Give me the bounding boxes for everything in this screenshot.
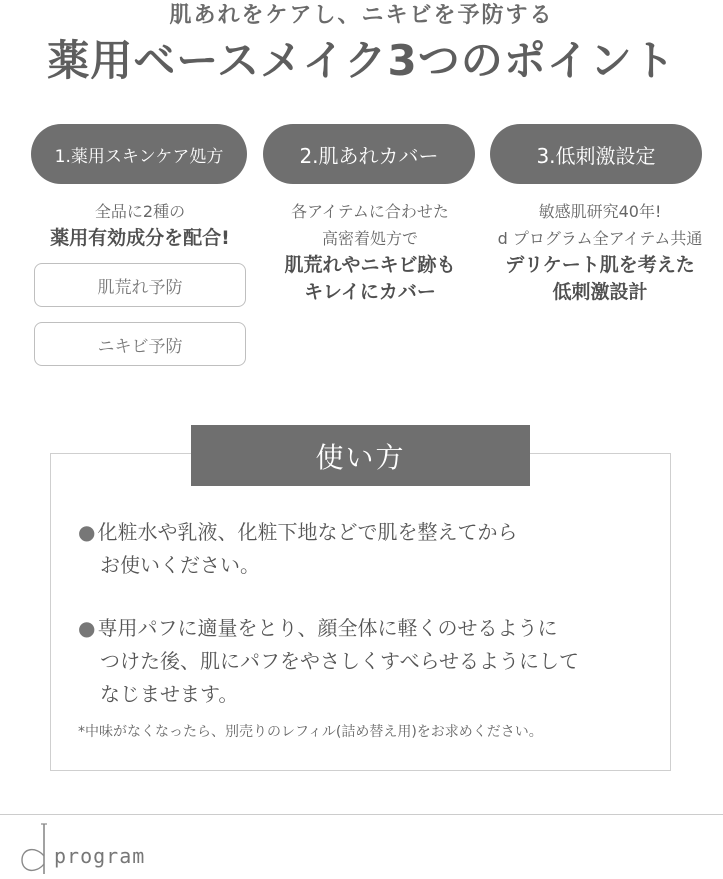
point-3-badge: 3.低刺激設定 <box>490 124 702 184</box>
usage-step-1 <box>78 516 688 582</box>
point-2-line-3: 肌荒れやニキビ跡も <box>284 254 456 276</box>
tag-acne-rough-skin-prevention: 肌荒れ予防 <box>34 263 246 307</box>
point-2-badge: 2.肌あれカバー <box>263 124 475 184</box>
point-3-line-3: デリケート肌を考えた <box>505 254 695 276</box>
point-2-line-1: 各アイテムに合わせた <box>291 202 449 221</box>
point-3-line-1: 敏感肌研究40年! <box>538 202 662 221</box>
point-1-line-1: 全品に2種の <box>94 202 186 221</box>
point-1-description <box>20 198 260 252</box>
usage-title: 使い方 <box>191 425 530 486</box>
logo-text: program <box>54 844 146 868</box>
usage-step-1-line-1: 化粧水や乳液、化粧下地などで肌を整えてから <box>97 520 518 544</box>
usage-step-1-line-2: お使いください。 <box>100 553 260 577</box>
usage-step-2-line-3: なじませます。 <box>100 682 239 706</box>
page-subtitle: 肌あれをケアし、ニキビを予防する <box>169 3 554 28</box>
usage-step-2-line-2: つけた後、肌にパフをやさしくすべらせるようにして <box>100 649 579 673</box>
point-3-line-4: 低刺激設計 <box>552 281 648 303</box>
point-3-line-2: d プログラム全アイテム共通 <box>497 229 703 248</box>
usage-step-2 <box>78 612 688 711</box>
point-1-line-2: 薬用有効成分を配合! <box>50 227 230 249</box>
point-3-description <box>480 198 720 306</box>
bullet-icon: ● <box>78 616 96 640</box>
bullet-icon: ● <box>78 520 96 544</box>
point-1-badge: 1.薬用スキンケア処方 <box>31 124 247 184</box>
point-2-line-2: 高密着処方で <box>321 229 418 248</box>
refill-note: *中味がなくなったら、別売りのレフィル(詰め替え用)をお求めください。 <box>78 724 543 740</box>
footer-divider <box>0 814 723 815</box>
point-2-line-4: キレイにカバー <box>304 281 436 303</box>
tag-acne-prevention: ニキビ予防 <box>34 322 246 366</box>
point-2-description <box>250 198 490 306</box>
d-program-logo-icon <box>14 822 54 876</box>
usage-step-2-line-1: 専用パフに適量をとり、顔全体に軽くのせるように <box>97 616 558 640</box>
page-title: 薬用ベースメイク3つのポイント <box>47 36 676 85</box>
